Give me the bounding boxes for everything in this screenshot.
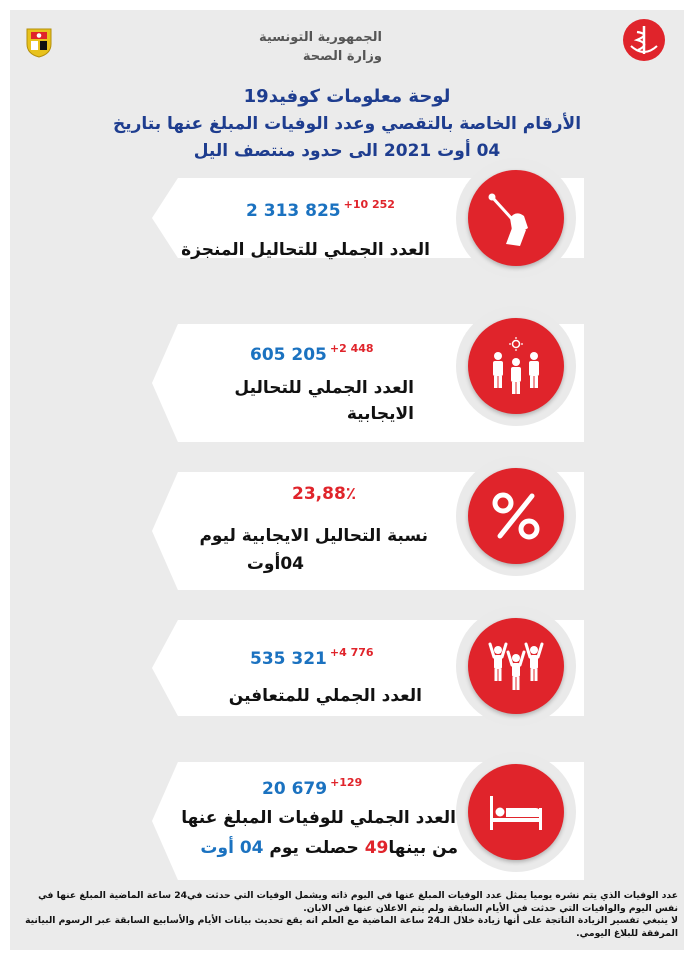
rate-icon-circle bbox=[456, 456, 576, 576]
ministry-header bbox=[259, 28, 382, 66]
deaths-label-line1: العدد الجملي للوفيات المبلغ عنها bbox=[181, 808, 456, 828]
recovered-icon-circle bbox=[456, 606, 576, 726]
tests-total: 2 313 825 bbox=[246, 201, 341, 221]
rate-percent: 23,88٪ bbox=[292, 484, 357, 504]
recovered-value bbox=[250, 646, 374, 669]
deaths-increase: +129 bbox=[330, 776, 363, 789]
footer-note bbox=[16, 890, 678, 940]
recovered-increase: +4 776 bbox=[329, 646, 374, 659]
infected-people-icon bbox=[486, 336, 546, 396]
deaths-same-day-count: 49 bbox=[364, 838, 389, 858]
ministry-logo-icon bbox=[622, 18, 666, 62]
title-line-2: الأرقام الخاصة بالتقصي وعدد الوفيات المبلغ عنها بتاريخ bbox=[112, 114, 582, 134]
hospital-bed-icon bbox=[486, 782, 546, 842]
ministry-name: وزارة الصحة bbox=[302, 49, 382, 64]
deaths-icon-circle bbox=[456, 752, 576, 872]
percent-icon bbox=[486, 486, 546, 546]
rate-month: أوت bbox=[246, 554, 281, 574]
footer-paragraph-2: لا ينبغي تفسير الزيادة الناتجة على أنها زيادة خلال الـ24 ساعة الماضية مع العلم انه يقع تحديث بيانات الأيام والأسابيع السابقة عبر الرسوم البيانية المرفقة للبلاغ اليومي. bbox=[25, 915, 678, 939]
title-line-1: لوحة معلومات كوفيد19 bbox=[243, 86, 451, 107]
positive-icon-circle bbox=[456, 306, 576, 426]
rate-label-line2 bbox=[247, 552, 304, 576]
positive-label-line1: العدد الجملي للتحاليل bbox=[234, 378, 414, 398]
positive-value bbox=[250, 342, 374, 365]
tests-value bbox=[246, 198, 395, 221]
recovered-people-icon bbox=[486, 636, 546, 696]
deaths-label-line2 bbox=[200, 836, 458, 860]
positive-increase: +2 448 bbox=[329, 342, 374, 355]
deaths-among-them: من بينها bbox=[388, 838, 458, 858]
deaths-date: 04 أوت bbox=[200, 838, 264, 858]
tunisia-emblem-icon bbox=[24, 26, 54, 58]
recovered-total: 535 321 bbox=[250, 649, 327, 669]
rate-label-line1: نسبة التحاليل الايجابية ليوم bbox=[199, 526, 428, 546]
tests-label: العدد الجملي للتحاليل المنجزة bbox=[181, 240, 430, 260]
dashboard-title bbox=[70, 84, 624, 164]
positive-label-line2: الايجابية bbox=[346, 404, 414, 424]
rate-day: 04 bbox=[280, 554, 304, 574]
republic-name: الجمهورية التونسية bbox=[258, 30, 382, 45]
recovered-label: العدد الجملي للمتعافين bbox=[228, 686, 422, 706]
swab-test-icon bbox=[486, 188, 546, 248]
tests-icon-circle bbox=[456, 158, 576, 278]
deaths-occurred-on: حصلت يوم bbox=[269, 838, 359, 858]
footer-paragraph-1: عدد الوفيات الذي يتم نشره يوميا يمثل عدد الوفيات المبلغ عنها في اليوم ذاته ويشمل الوفيات التي حدثت في24 ساعة الماضية المبلغ عنها في نفس اليوم والوافيات التي حدثت في الأيام السابقة ولم يتم الاعلان عنها في الابان. bbox=[38, 890, 678, 914]
deaths-value bbox=[262, 776, 362, 799]
rate-value bbox=[292, 484, 356, 504]
deaths-total: 20 679 bbox=[262, 779, 328, 799]
title-line-3: 04 أوت 2021 الى حدود منتصف اليل bbox=[193, 141, 501, 161]
infographic-page bbox=[10, 10, 684, 950]
tests-increase: +10 252 bbox=[343, 198, 395, 211]
positive-total: 605 205 bbox=[250, 345, 327, 365]
